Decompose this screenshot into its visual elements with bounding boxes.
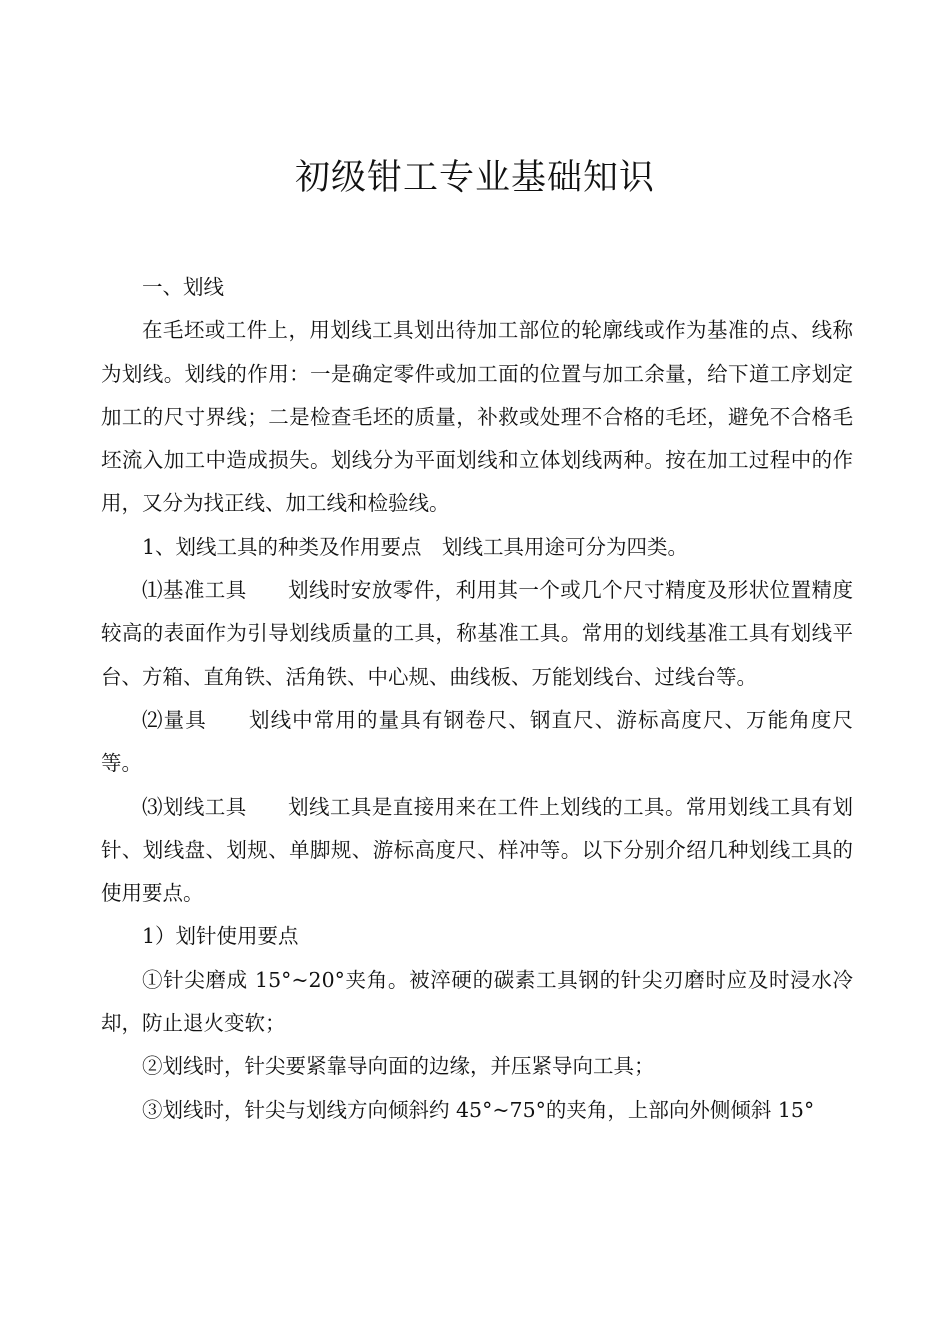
document-title: 初级钳工专业基础知识 — [294, 158, 655, 198]
paragraph-intro: 在毛坯或工件上，用划线工具划出待加工部位的轮廓线或作为基准的点、线称为划线。划线的作用：一是确定零件或加工面的位置与加工余量，给下道工序划定加工的尺寸界线；二是检查毛坯的质量，补救或处理不合格的毛坯，避免不合格毛坯流入加工中造成损失。划线分为平面划线和立体划线两种。按在加工过程中的作用，又分为找正线、加工线和检验线。 — [101, 318, 853, 516]
item-title: ⑴基准工具 — [142, 578, 247, 603]
subsection-heading — [101, 526, 853, 569]
subsection-title: 1、划线工具的种类及作用要点 — [142, 534, 422, 559]
paragraph-marking-tools — [101, 786, 853, 916]
item-title: ⑵量具 — [142, 707, 207, 732]
item-text: 划线工具是直接用来在工件上划线的工具。常用划线工具有划针、划线盘、划规、单脚规、游标高度尺、样冲等。以下分别介绍几种划线工具的使用要点。 — [101, 794, 853, 906]
item-text: 划线中常用的量具有钢卷尺、钢直尺、游标高度尺、万能角度尺等。 — [101, 707, 854, 776]
paragraph-measuring-tools — [101, 699, 853, 786]
section-heading: 一、划线 — [142, 275, 224, 299]
document-body — [101, 266, 853, 1132]
item-text: 划线时安放零件，利用其一个或几个尺寸精度及形状位置精度较高的表面作为引导划线质量的工具，称基准工具。常用的划线基准工具有划线平台、方箱、直角铁、活角铁、中心规、曲线板、万能划线台、过线台等。 — [101, 578, 853, 689]
subsection-text: 划线工具用途可分为四类。 — [442, 534, 689, 559]
item-title: ⑶划线工具 — [142, 794, 247, 819]
list-item: ①针尖磨成 15°~20°夹角。被淬硬的碳素工具钢的针尖刃磨时应及时浸水冷却，防止退火变软； — [101, 967, 853, 1036]
list-heading: 1）划针使用要点 — [142, 924, 299, 949]
list-item: ②划线时，针尖要紧靠导向面的边缘，并压紧导向工具； — [142, 1054, 655, 1079]
paragraph-reference-tools — [101, 569, 853, 699]
list-item: ③划线时，针尖与划线方向倾斜约 45°~75°的夹角，上部向外侧倾斜 15° — [142, 1097, 815, 1122]
